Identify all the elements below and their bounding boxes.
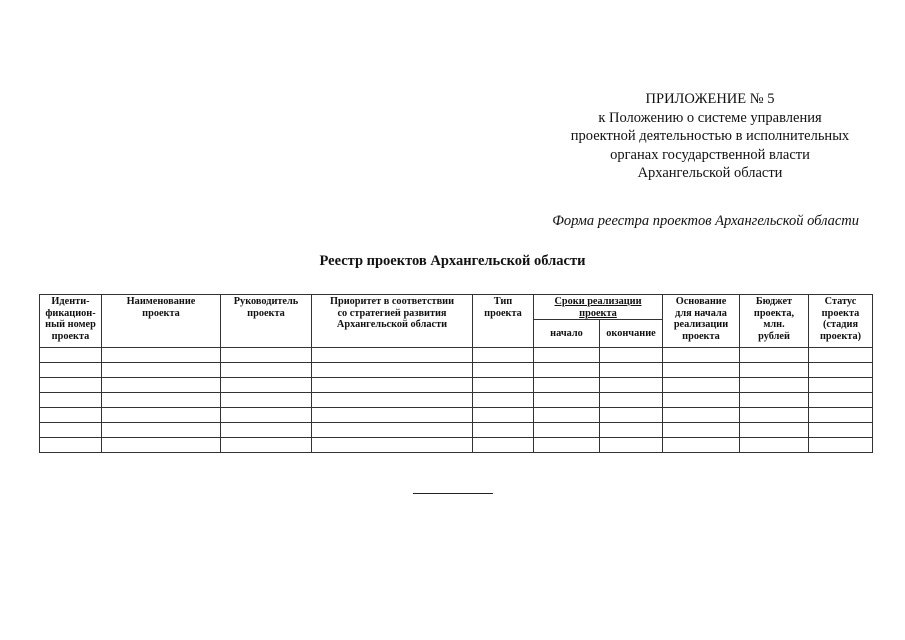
table-cell bbox=[473, 438, 534, 453]
table-cell bbox=[600, 408, 663, 423]
table-cell bbox=[473, 378, 534, 393]
table-cell bbox=[740, 363, 809, 378]
table-cell bbox=[809, 408, 873, 423]
table-cell bbox=[40, 348, 102, 363]
header-status: Статус проекта (стадия проекта) bbox=[809, 295, 873, 348]
table-cell bbox=[221, 348, 312, 363]
table-cell bbox=[102, 438, 221, 453]
table-cell bbox=[312, 378, 473, 393]
header-budget: Бюджет проекта, млн. рублей bbox=[740, 295, 809, 348]
table-cell bbox=[534, 348, 600, 363]
table-cell bbox=[473, 363, 534, 378]
table-cell bbox=[312, 348, 473, 363]
table-cell bbox=[740, 348, 809, 363]
table-cell bbox=[312, 363, 473, 378]
footer-rule bbox=[413, 493, 493, 494]
table-cell bbox=[663, 438, 740, 453]
table-cell bbox=[809, 438, 873, 453]
table-cell bbox=[663, 393, 740, 408]
header-manager: Руководитель проекта bbox=[221, 295, 312, 348]
table-cell bbox=[40, 363, 102, 378]
table-cell bbox=[663, 363, 740, 378]
table-row bbox=[40, 378, 873, 393]
table-cell bbox=[534, 423, 600, 438]
header-basis: Основание для начала реализации проекта bbox=[663, 295, 740, 348]
table-cell bbox=[312, 438, 473, 453]
table-cell bbox=[473, 408, 534, 423]
table-cell bbox=[663, 408, 740, 423]
table-row bbox=[40, 348, 873, 363]
table-cell bbox=[663, 423, 740, 438]
appendix-line: к Положению о системе управления bbox=[598, 109, 822, 126]
table-row bbox=[40, 438, 873, 453]
table-row bbox=[40, 363, 873, 378]
table-cell bbox=[312, 408, 473, 423]
table-row bbox=[40, 408, 873, 423]
table-cell bbox=[600, 438, 663, 453]
header-priority: Приоритет в соответствии со стратегией развития Архангельской области bbox=[312, 295, 473, 348]
table-cell bbox=[102, 363, 221, 378]
table-cell bbox=[740, 393, 809, 408]
table-cell bbox=[809, 423, 873, 438]
table-cell bbox=[221, 393, 312, 408]
appendix-line: проектной деятельностью в исполнительных bbox=[570, 128, 850, 144]
table-cell bbox=[221, 363, 312, 378]
table-cell bbox=[312, 393, 473, 408]
table-cell bbox=[740, 423, 809, 438]
table-cell bbox=[40, 378, 102, 393]
table-cell bbox=[600, 363, 663, 378]
table-cell bbox=[40, 423, 102, 438]
table-cell bbox=[600, 423, 663, 438]
table-cell bbox=[40, 393, 102, 408]
table-cell bbox=[534, 408, 600, 423]
registry-table bbox=[39, 294, 873, 453]
table-cell bbox=[221, 438, 312, 453]
header-type: Тип проекта bbox=[473, 295, 534, 348]
table-cell bbox=[40, 438, 102, 453]
table-cell bbox=[600, 348, 663, 363]
table-cell bbox=[221, 378, 312, 393]
table-cell bbox=[663, 378, 740, 393]
table-cell bbox=[40, 408, 102, 423]
table-cell bbox=[534, 393, 600, 408]
header-name: Наименование проекта bbox=[102, 295, 221, 348]
table-cell bbox=[600, 378, 663, 393]
table-cell bbox=[809, 393, 873, 408]
header-end: окончание bbox=[600, 320, 663, 348]
appendix-block bbox=[520, 90, 900, 183]
header-terms: Сроки реализации проекта bbox=[534, 295, 663, 320]
header-start: начало bbox=[534, 320, 600, 348]
table-row bbox=[40, 393, 873, 408]
table-cell bbox=[221, 423, 312, 438]
table-cell bbox=[473, 423, 534, 438]
table-cell bbox=[809, 348, 873, 363]
table-cell bbox=[102, 378, 221, 393]
table-cell bbox=[102, 348, 221, 363]
appendix-line: органах государственной власти bbox=[610, 146, 810, 163]
table-cell bbox=[740, 408, 809, 423]
table-cell bbox=[312, 423, 473, 438]
table-cell bbox=[740, 438, 809, 453]
appendix-title: ПРИЛОЖЕНИЕ № 5 bbox=[645, 91, 775, 107]
header-id: Иденти- фикацион- ный номер проекта bbox=[40, 295, 102, 348]
appendix-line: Архангельской области bbox=[637, 165, 783, 181]
table-cell bbox=[809, 378, 873, 393]
table-cell bbox=[740, 378, 809, 393]
table-cell bbox=[473, 348, 534, 363]
table-cell bbox=[600, 393, 663, 408]
table-cell bbox=[534, 363, 600, 378]
table-cell bbox=[809, 363, 873, 378]
registry-body bbox=[40, 348, 873, 453]
table-cell bbox=[473, 393, 534, 408]
table-cell bbox=[102, 408, 221, 423]
table-cell bbox=[221, 408, 312, 423]
table-cell bbox=[102, 423, 221, 438]
table-row bbox=[40, 423, 873, 438]
table-cell bbox=[534, 438, 600, 453]
table-cell bbox=[102, 393, 221, 408]
document-title: Реестр проектов Архангельской области bbox=[319, 253, 586, 269]
table-cell bbox=[534, 378, 600, 393]
table-cell bbox=[663, 348, 740, 363]
form-name: Форма реестра проектов Архангельской области bbox=[552, 213, 859, 229]
